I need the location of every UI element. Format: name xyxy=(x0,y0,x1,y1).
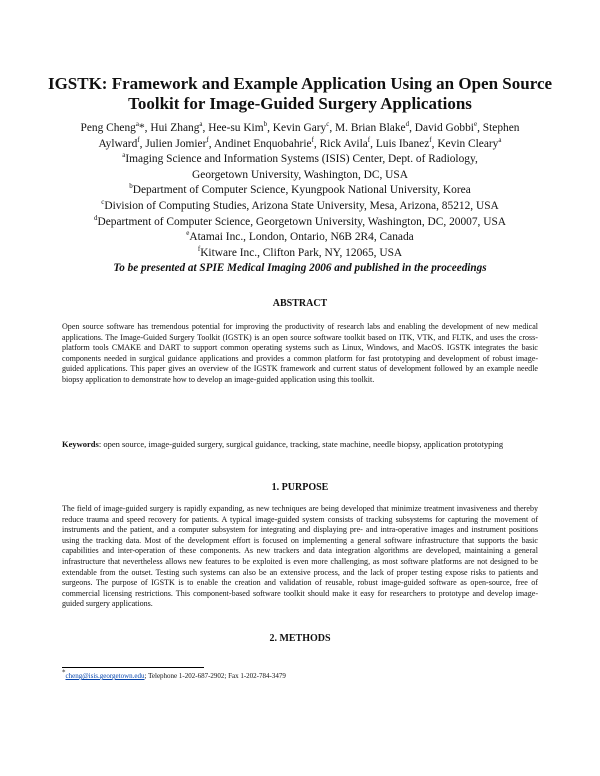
keywords xyxy=(62,439,538,450)
affiliation-text: Division of Computing Studies, Arizona State University, Mesa, Arizona, 85212, USA xyxy=(104,199,499,212)
purpose-text: The field of image-guided surgery is rapidly expanding, as new techniques are being developed that minimize treatment invasiveness and thereby reduce trauma and speed recovery for patients. A typical image-guided system consists of tracking subsystems for capturing the movement of instruments and the patient, and a computer subsystem for integrating and displaying pre- and intra-operative images and instrument positions using the tracking data. Most of the development effort is focused on implementing a general software infrastructure that supports the basic capabilities and inter-operation of these components. As new trackers and data integration algorithms are developed, maintaining a general infrastructure that nevertheless allows new features to be exploited is even more challenging, as most software platforms are not designed to be extendable from the outset. Testing such systems can also be an extensive process, and the lack of proper testing expose risks to patients and surgeons. The purpose of IGSTK is to enable the creation and validation of reusable, robust image-guided software as open-source, free of commercial licensing restrictions. This component-based software toolkit should make it easy for researchers to prototype and develop image-guided surgery applications. xyxy=(62,504,538,609)
author-text: , Stephen xyxy=(477,122,520,134)
footnote-rule xyxy=(62,667,204,668)
author-sup: f xyxy=(206,135,209,144)
author-text: Aylward xyxy=(98,137,138,150)
affiliation-sup: e xyxy=(186,229,190,238)
presentation-note: To be presented at SPIE Medical Imaging 2006 and published in the proceedings xyxy=(113,262,487,274)
section-heading-methods: 2. METHODS xyxy=(269,633,331,644)
author-sup: f xyxy=(137,135,140,144)
author-sup: d xyxy=(405,120,410,129)
author-text: , Kevin Cleary xyxy=(431,137,499,150)
affiliation-e xyxy=(40,230,560,246)
footnote xyxy=(62,668,538,680)
affiliation-text: Imaging Science and Information Systems (ISIS) Center, Dept. of Radiology, xyxy=(125,153,478,166)
affiliation-sup: c xyxy=(101,198,105,207)
footnote-mark: * xyxy=(62,668,66,677)
author-sup: a xyxy=(199,120,203,129)
affiliation-text: Department of Computer Science, Kyungpook National University, Korea xyxy=(132,184,471,197)
author-text: , Rick Avila xyxy=(313,137,368,150)
author-sup: a xyxy=(498,135,502,144)
author-sup: f xyxy=(429,135,432,144)
affiliation-text: Kitware Inc., Clifton Park, NY, 12065, USA xyxy=(200,246,403,259)
author-text: , David Gobbi xyxy=(409,122,474,134)
affiliation-text: Atamai Inc., London, Ontario, N6B 2R4, Canada xyxy=(189,231,414,244)
abstract-heading: ABSTRACT xyxy=(272,298,328,309)
keywords-label: Keywords xyxy=(62,439,99,449)
affiliation-sup: a xyxy=(122,151,126,160)
footnote-contact: ; Telephone 1-202-687-2902; Fax 1-202-784-3479 xyxy=(144,672,286,680)
authors-and-affiliations xyxy=(40,121,560,261)
title-line-1: IGSTK: Framework and Example Application Using an Open Source xyxy=(47,74,553,93)
author-text: , Julien Jomier xyxy=(139,137,207,150)
affiliation-c xyxy=(40,199,560,215)
author-sup: c xyxy=(326,120,330,129)
author-sup: e xyxy=(473,120,478,129)
author-line-2 xyxy=(40,137,560,153)
affiliation-sup: b xyxy=(129,182,133,191)
affiliation-text: Department of Computer Science, Georgetown University, Washington, DC, 20007, USA xyxy=(97,215,507,228)
affiliation-a xyxy=(40,152,560,168)
author-sup: a xyxy=(135,120,139,129)
author-text: , Hee-su Kim xyxy=(202,122,264,134)
affiliation-sup: d xyxy=(93,213,98,222)
author-text: , Luis Ibanez xyxy=(370,137,430,150)
abstract-text: Open source software has tremendous potential for improving the productivity of research labs and enabling the development of new medical applications. The Image-Guided Surgery Toolkit (IGSTK) is an open source software toolkit based on ITK, VTK, and FLTK, and uses the cross-platform tools CMAKE and DART to support common operating systems such as Linux, Windows, and MacOS. IGSTK integrates the basic components needed in surgical guidance applications and provides a common platform for fast prototyping and development of robust image-guided applications. This paper gives an overview of the IGSTK framework and current status of development followed by an example needle biopsy application to demonstrate how to develop an image-guided application using this toolkit. xyxy=(62,322,538,384)
title-line-2: Toolkit for Image-Guided Surgery Applications xyxy=(128,94,472,113)
author-text: *, Hui Zhang xyxy=(138,122,200,134)
author-sup: f xyxy=(311,135,314,144)
keywords-text: : open source, image-guided surgery, surgical guidance, tracking, state machine, needle biopsy, application prototyping xyxy=(98,439,504,449)
footnote-email-link[interactable]: cheng@isis.georgetown.edu xyxy=(65,672,145,680)
affiliation-f xyxy=(40,246,560,262)
affiliation-text: Georgetown University, Washington, DC, USA xyxy=(192,168,408,181)
author-text: , Andinet Enquobahrie xyxy=(208,137,312,150)
affiliation-sup: f xyxy=(197,244,201,253)
affiliation-a-cont xyxy=(40,168,560,184)
author-line-1 xyxy=(40,121,560,137)
author-sup: f xyxy=(367,135,371,144)
affiliation-b xyxy=(40,183,560,199)
section-heading-purpose: 1. PURPOSE xyxy=(271,482,329,493)
author-text: , Kevin Gary xyxy=(267,122,327,134)
paper-title xyxy=(40,74,560,114)
author-text: , M. Brian Blake xyxy=(329,122,406,134)
affiliation-d xyxy=(40,215,560,231)
author-text: Peng Cheng xyxy=(80,122,136,134)
author-sup: b xyxy=(263,120,268,129)
